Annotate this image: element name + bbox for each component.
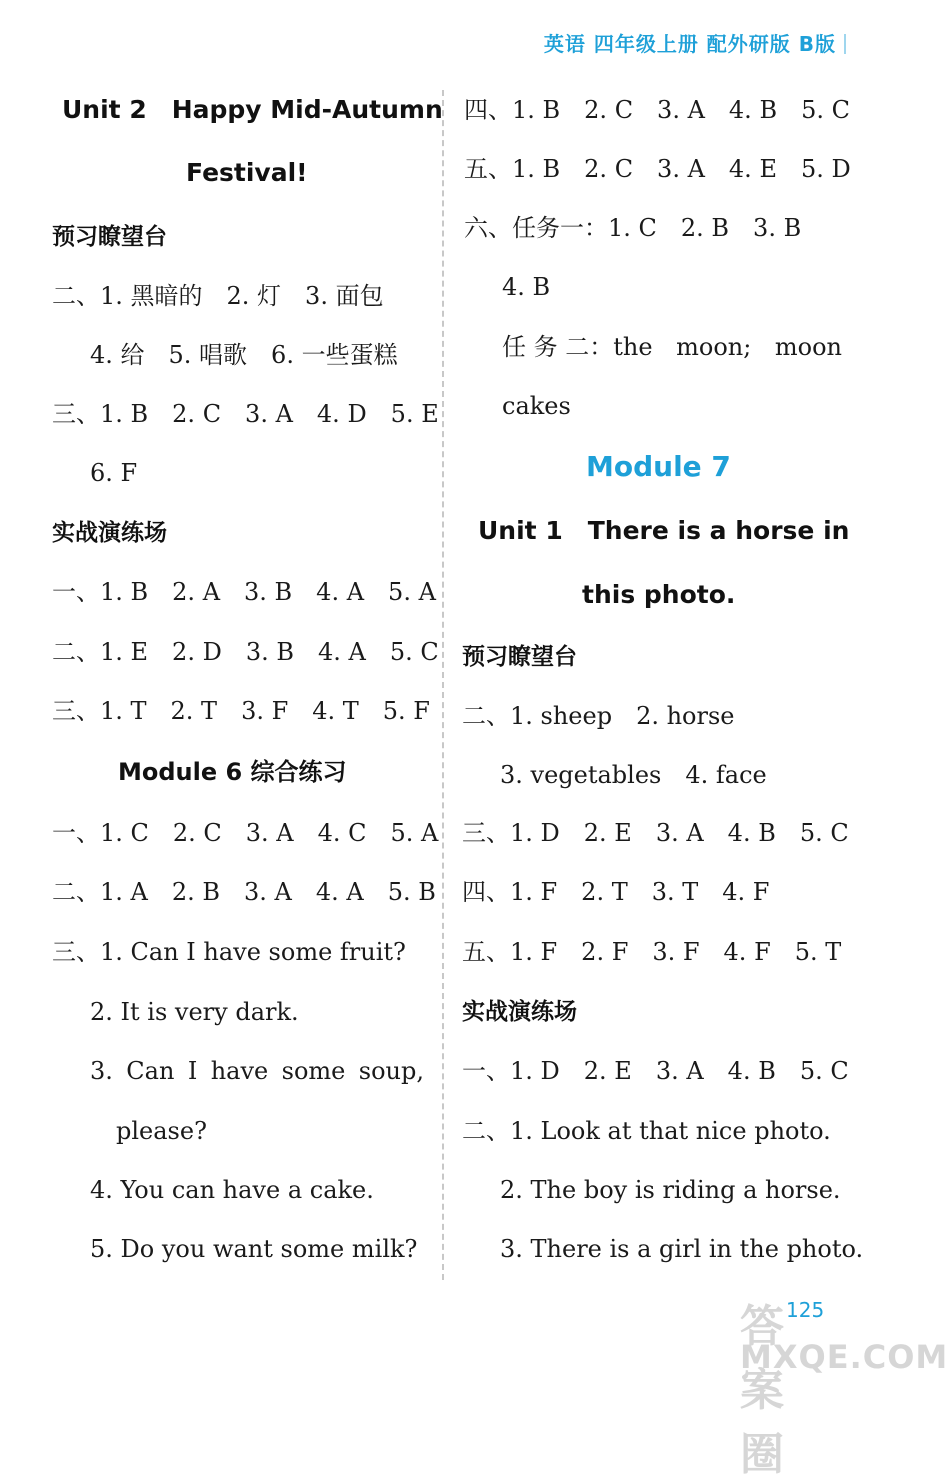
answer-line: 4. 给 5. 唱歌 6. 一些蛋糕	[90, 341, 398, 369]
column-divider	[442, 90, 444, 1280]
section-practice-heading: 实战演练场	[462, 999, 577, 1025]
word: soup,	[358, 1057, 424, 1085]
unit1-title-line2: this photo.	[582, 580, 736, 609]
word: 3.	[90, 1057, 113, 1085]
answer-line: cakes	[502, 392, 571, 420]
answer-line: 3. There is a girl in the photo.	[500, 1235, 864, 1263]
module6-review-heading: Module 6 综合练习	[118, 758, 347, 786]
answer-line: 一、1. C 2. C 3. A 4. C 5. A	[52, 819, 439, 847]
word: Can	[126, 1057, 175, 1085]
word: moon;	[676, 333, 752, 361]
answer-line: 二、1. A 2. B 3. A 4. A 5. B	[52, 878, 436, 906]
answer-line: 2. It is very dark.	[90, 998, 299, 1026]
running-header: 英语 四年级上册 配外研版 B版	[543, 32, 836, 56]
section-preview-heading: 预习瞭望台	[462, 644, 577, 670]
answer-line-justified	[90, 1056, 424, 1086]
answer-line: 五、1. F 2. F 3. F 4. F 5. T	[462, 938, 842, 966]
page-number: 125	[786, 1298, 825, 1322]
answer-line: 二、1. sheep 2. horse	[462, 702, 735, 730]
answer-line: 一、1. D 2. E 3. A 4. B 5. C	[462, 1057, 849, 1085]
unit1-title-line1: Unit 1 There is a horse in	[478, 516, 850, 545]
answer-line: 6. F	[90, 459, 138, 487]
answer-line: 3. vegetables 4. face	[500, 761, 767, 789]
word: I	[187, 1057, 198, 1085]
answer-line: 二、1. Look at that nice photo.	[462, 1117, 831, 1145]
answer-line: 三、1. B 2. C 3. A 4. D 5. E	[52, 400, 439, 428]
answer-line: 三、1. T 2. T 3. F 4. T 5. F	[52, 697, 430, 725]
answer-line: 2. The boy is riding a horse.	[500, 1176, 841, 1204]
answer-line: 五、1. B 2. C 3. A 4. E 5. D	[464, 155, 851, 183]
answer-line: 5. Do you want some milk?	[90, 1235, 418, 1263]
answer-line: 四、1. F 2. T 3. T 4. F	[462, 878, 770, 906]
word: 任 务 二：the	[502, 333, 653, 361]
unit2-title-line1: Unit 2 Happy Mid-Autumn	[62, 95, 443, 124]
section-preview-heading: 预习瞭望台	[52, 224, 167, 250]
answer-line: please?	[116, 1117, 207, 1145]
unit2-title-line2: Festival!	[186, 158, 308, 187]
module7-heading: Module 7	[586, 450, 731, 483]
watermark-logo-text: 答案圈	[740, 1301, 786, 1480]
answer-line: 二、1. 黑暗的 2. 灯 3. 面包	[52, 282, 384, 310]
answer-line: 三、1. D 2. E 3. A 4. B 5. C	[462, 819, 849, 847]
word: have	[210, 1057, 269, 1085]
word: moon	[774, 333, 842, 361]
answer-line: 一、1. B 2. A 3. B 4. A 5. A	[52, 578, 436, 606]
answer-line: 三、1. Can I have some fruit?	[52, 938, 406, 966]
word: some	[281, 1057, 346, 1085]
answer-line: 六、任务一：1. C 2. B 3. B	[464, 214, 802, 242]
section-practice-heading: 实战演练场	[52, 520, 167, 546]
answer-line: 4. B	[502, 273, 551, 301]
answer-line: 4. You can have a cake.	[90, 1176, 374, 1204]
answer-line: 二、1. E 2. D 3. B 4. A 5. C	[52, 638, 439, 666]
header-divider	[844, 34, 846, 54]
answer-line: 四、1. B 2. C 3. A 4. B 5. C	[464, 96, 850, 124]
answer-line-justified	[502, 332, 842, 362]
watermark-url: MXQE.COM	[740, 1338, 948, 1376]
